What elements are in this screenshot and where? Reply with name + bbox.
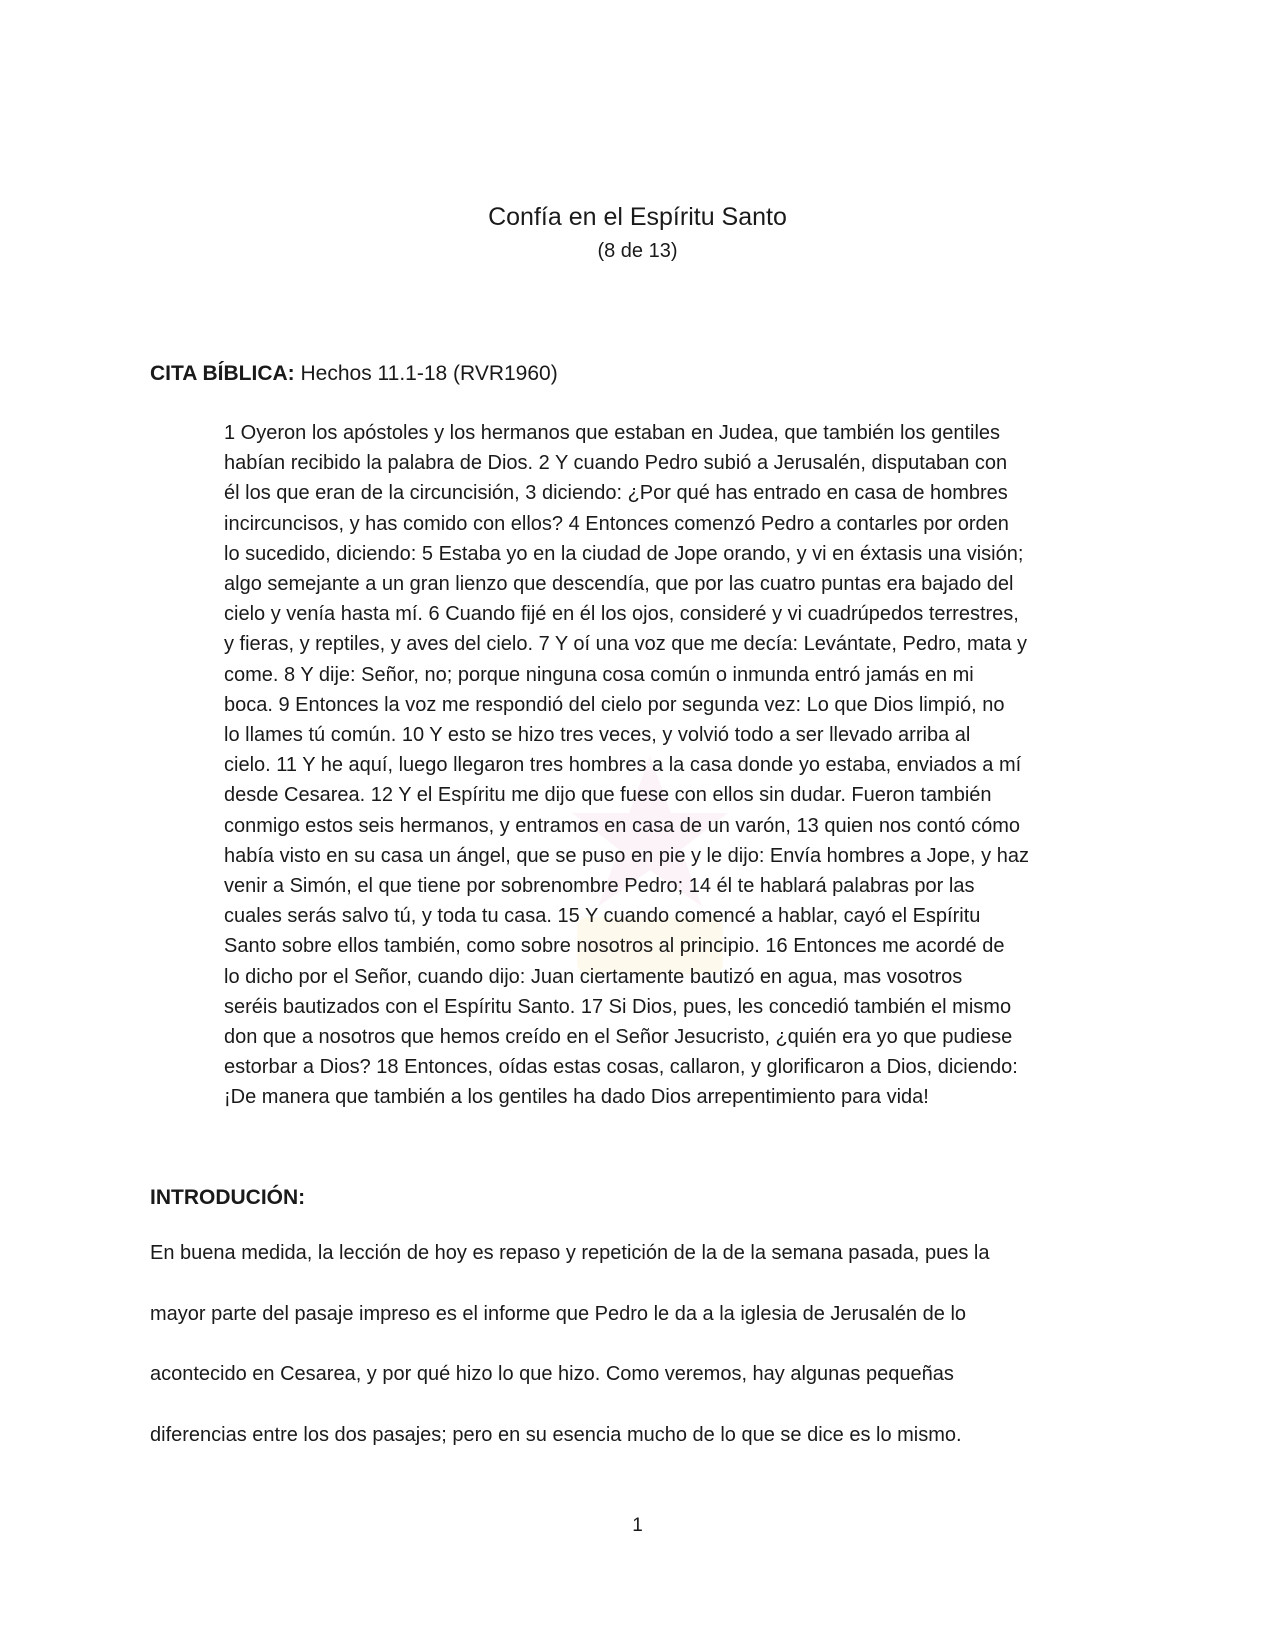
scripture-line: Santo sobre ellos también, como sobre nosotros al principio. 16 Entonces me acordé de — [224, 935, 1005, 958]
citation-reference: Hechos 11.1-18 (RVR1960) — [300, 362, 558, 385]
scripture-line: había visto en su casa un ángel, que se puso en pie y le dijo: Envía hombres a Jope, y haz — [224, 844, 1029, 867]
scripture-line: boca. 9 Entonces la voz me respondió del cielo por segunda vez: Lo que Dios limpió, no — [224, 693, 1005, 716]
scripture-passage — [224, 418, 1124, 1113]
introduction-line: acontecido en Cesarea, y por qué hizo lo que hizo. Como veremos, hay algunas pequeñas — [150, 1363, 954, 1385]
document-title: Confía en el Espíritu Santo — [488, 203, 787, 231]
scripture-line: desde Cesarea. 12 Y el Espíritu me dijo que fuese con ellos sin dudar. Fueron también — [224, 784, 992, 807]
scripture-line: lo llames tú común. 10 Y esto se hizo tres veces, y volvió todo a ser llevado arriba al — [224, 724, 971, 747]
scripture-line: don que a nosotros que hemos creído en el Señor Jesucristo, ¿quién era yo que pudiese — [224, 1026, 1013, 1049]
introduction-heading: INTRODUCIÓN: — [150, 1186, 306, 1209]
introduction-line: mayor parte del pasaje impreso es el informe que Pedro le da a la iglesia de Jerusalén de lo — [150, 1302, 967, 1325]
scripture-line: 1 Oyeron los apóstoles y los hermanos que estaban en Judea, que también los gentiles — [224, 422, 1001, 444]
page-number: 1 — [632, 1515, 643, 1536]
scripture-line: ¡De manera que también a los gentiles ha dado Dios arrepentimiento para vida! — [224, 1086, 929, 1109]
citation-label: CITA BÍBLICA: — [150, 362, 295, 385]
scripture-line: seréis bautizados con el Espíritu Santo. 17 Si Dios, pues, les concedió también el mismo — [224, 995, 1012, 1018]
scripture-line: come. 8 Y dije: Señor, no; porque ninguna cosa común o inmunda entró jamás en mi — [224, 663, 974, 686]
scripture-line: conmigo estos seis hermanos, y entramos en casa de un varón, 13 quien nos contó cómo — [224, 814, 1021, 837]
scripture-line: algo semejante a un gran lienzo que descendía, que por las cuatro puntas era bajado del — [224, 573, 1014, 596]
scripture-line: lo sucedido, diciendo: 5 Estaba yo en la ciudad de Jope orando, y vi en éxtasis una visión; — [224, 542, 1024, 565]
scripture-line: y fieras, y reptiles, y aves del cielo. 7 Y oí una voz que me decía: Levántate, Pedro, mata y — [224, 633, 1028, 656]
scripture-line: cielo y venía hasta mí. 6 Cuando fijé en él los ojos, consideré y vi cuadrúpedos terrestres, — [224, 603, 1019, 626]
scripture-line: estorbar a Dios? 18 Entonces, oídas estas cosas, callaron, y glorificaron a Dios, diciendo: — [224, 1056, 1018, 1079]
scripture-line: cuales serás salvo tú, y toda tu casa. 15 Y cuando comencé a hablar, cayó el Espíritu — [224, 905, 981, 928]
introduction-body — [150, 1239, 1130, 1481]
document-subtitle: (8 de 13) — [597, 240, 678, 262]
introduction-line: En buena medida, la lección de hoy es repaso y repetición de la de la semana pasada, pues la — [150, 1242, 990, 1264]
scripture-line: habían recibido la palabra de Dios. 2 Y cuando Pedro subió a Jerusalén, disputaban con — [224, 452, 1008, 475]
scripture-line: incircuncisos, y has comido con ellos? 4 Entonces comenzó Pedro a contarles por orden — [224, 512, 1009, 535]
bible-citation — [150, 360, 558, 388]
introduction-line: diferencias entre los dos pasajes; pero en su esencia mucho de lo que se dice es lo mismo. — [150, 1423, 962, 1446]
scripture-line: él los que eran de la circuncisión, 3 diciendo: ¿Por qué has entrado en casa de hombres — [224, 482, 1008, 505]
scripture-line: cielo. 11 Y he aquí, luego llegaron tres hombres a la casa donde yo estaba, enviados a mí — [224, 754, 1022, 777]
scripture-line: venir a Simón, el que tiene por sobrenombre Pedro; 14 él te hablará palabras por las — [224, 875, 975, 898]
scripture-line: lo dicho por el Señor, cuando dijo: Juan ciertamente bautizó en agua, mas vosotros — [224, 965, 963, 988]
